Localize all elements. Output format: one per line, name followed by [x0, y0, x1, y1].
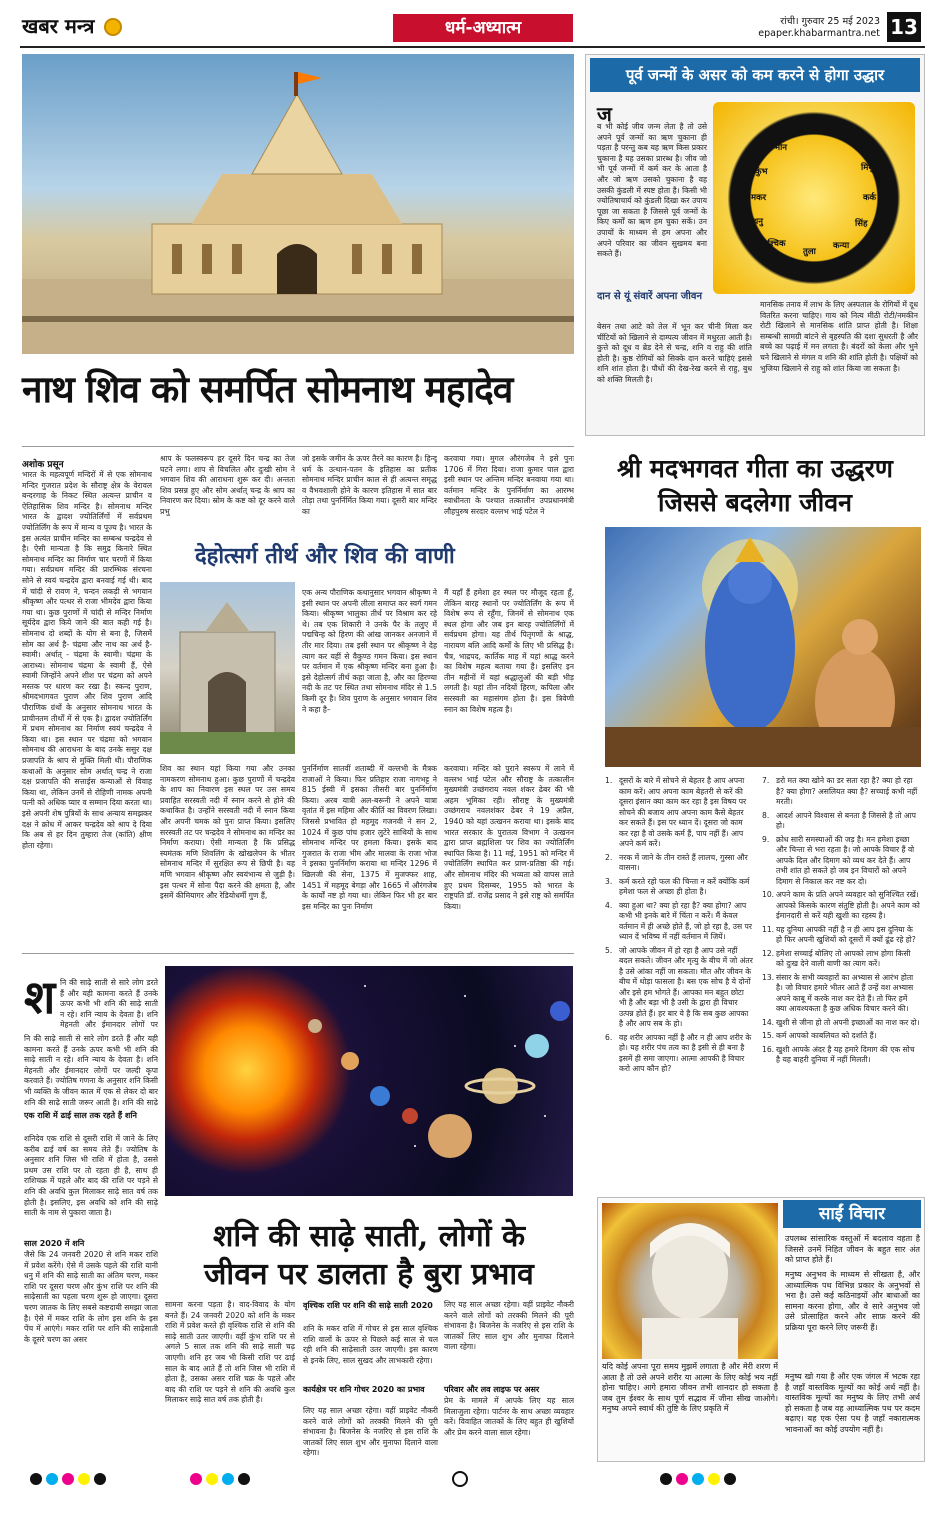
zodiac-label: मिथुन — [861, 163, 879, 173]
list-item: 3. कर्म करते रहो फल की चिन्ता न करें क्योंकि कर्म हमेशा फल से अच्छा ही होता है। — [605, 876, 750, 896]
shani-para-4: शनि के मकर राशि में गोचर से इस साल वृश्चिक राशि वालों के ऊपर से पिछले कई साल से चल रही शनि की साढ़ेसाती उतर जाएगी। इस कारण से इनके लिए, साल सुखद और लाभकारी रहेगा। — [303, 1324, 438, 1365]
headline-rule — [22, 446, 574, 447]
daan-list-left: बेसन तथा आटे को तेल में भून कर चीनी मिला कर चींटियों को खिलाने से दाम्पत्य जीवन में मधुरता आती है। कुत्ते को दूध व ब्रेड देने से चन्द्र, शनि व राहु की शांति होती है। कुष्ठ रोगियों को सिक्के दान करने चाहिएं इससे शनि शांत होता है। पौधों की देख-रेख करने से राहु, बुध को शक्ति मिलती है। — [597, 322, 752, 384]
header-rule — [20, 46, 925, 48]
zodiac-label: धनु — [753, 217, 763, 227]
dehotsarg-subhead: देहोत्सर्ग तीर्थ और शिव की वाणी — [195, 543, 455, 569]
shani-headline-line1: शनि की साढ़े साती, लोगों के — [213, 1219, 525, 1254]
sai-quote: यदि कोई अपना पूरा समय मुझमें लगाता है और मेरी शरण में आता है तो उसे अपने शरीर या आत्मा के लिए कोई भय नहीं होना चाहिए। आगे हमारा जीवन तभी शानदार हो सकता है जब तुम ईश्वर के साथ पूर्ण सद्भाव में जीना सीख जाओगे। मनुष्य अपने स्वार्थ की तुष्टि के लिए प्रकृति में — [602, 1362, 778, 1414]
page-number: 13 — [887, 12, 921, 42]
zodiac-label: कर्क — [863, 193, 877, 203]
sai-baba-image — [602, 1203, 778, 1359]
zodiac-label: तुला — [803, 247, 816, 257]
shani-para-3: सामना करना पड़ता है। वाद-विवाद के योग बनते हैं। 24 जनवरी 2020 को शनि के मकर राशि में प्रवेश करते ही वृश्चिक राशि से शनि की साढ़े साती उतर जाएगी। वहीं कुंभ राशि पर से अगले 5 साल तक शनि की साढ़े साती चढ़ जाएगी। शनि हर जब भी किसी राशि पर ढाई साल के बाद आते हैं तो शनि जिस भी राशि में होता है, उसका असर राशि चक्र के पहले और बाद की राशि पर पड़ने से शनि की अवधि कुल मिलाकर साढ़े सात वर्ष तक होती है। — [165, 1300, 295, 1405]
list-item: 8. आदर्श आपने विश्वास से बनता है जिससे है तो आप हो। — [762, 810, 916, 830]
shani-headline-line2: जीवन पर डालता है बुरा प्रभाव — [204, 1257, 534, 1292]
rebirth-title: पूर्व जन्मों के असर को कम करने से होगा उद्धार — [590, 58, 920, 92]
section-banner: धर्म-अध्यात्म — [393, 14, 573, 42]
shani-intro-top: नि की साढ़े साती से सारे लोग डरते हैं और यही कामना करते हैं उनके ऊपर कभी भी शनि की साढ़े साती न रहे। शनि न्याय के देवता है। शनि मेहनती और ईमानदार लोगों पर — [60, 978, 158, 1030]
dateline — [720, 16, 880, 40]
shani-head-5: परिवार और लव लाइफ पर असर — [444, 1385, 540, 1394]
zodiac-label: मेष — [809, 127, 819, 137]
zodiac-label: वृषभ — [853, 141, 869, 151]
rebirth-dropcap: ज — [597, 102, 612, 126]
site-url: epaper.khabarmantra.net — [758, 28, 880, 39]
dehotsarg-column-c: शिव का स्थान यहां किया गया और उनका नामकरण सोमनाथ हुआ। कुछ पुराणों में चन्द्रदेव के शाप का निवारण इस स्थल पर उस समय प्रवाहित सरस्वती नदी में स्नान करने से होने की कथाकित है। उन्होंने सरस्वती नदी में स्नान किया और अपनी चमक को पुनः प्राप्त किया। इसलिए सरस्वती तट पर चन्द्रदेव ने सोमनाथ का मन्दिर का निर्माण कराया। ऐसी मान्यता है कि प्रसिद्ध स्यमंतक मणि शिवलिंग के खोखलेपन के भीतर सोमनाथ मन्दिर में सुरक्षित रूप से छिपी है। यह मणि भगवान श्रीकृष्ण और स्वयंभान्य से जुड़ी है। इस पत्थर में सोना पैदा करने की क्षमता है, और इसमें कीमियागर और रेडियोधर्मी गुण हैं, — [160, 764, 295, 901]
zodiac-label: वृश्चिक — [763, 239, 786, 249]
list-item: 12. हमेशा सच्चाई बोलिए तो आपको लाभ होगा किसी को दुःख देने वाली वाणी का त्याग करें। — [762, 948, 911, 968]
issue-date: रांची। गुरुवार 25 मई 2023 — [780, 16, 880, 27]
dehotsarg-column-b: मैं यहाँ हैं हमेशा हर स्थल पर मौजूद रहता हूँ, लेकिन बारह स्थानों पर ज्योतिर्लिंग के रूप में विशेष रूप से रहूँगा, जिनमें से सोमनाथ एक स्थल होगा और जब इन बारह ज्योतिर्लिंगों में सर्वप्रथम होगा। यह तीर्थ पितृगणों के श्राद्ध, नारायण बलि आदि कर्मों के लिए भी प्रसिद्ध है। चैत्र, भाद्रपद, कार्तिक माह में यहां श्राद्ध करने का विशेष महत्व बताया गया है। इसलिए इन तीन महीनों में यहां श्रद्धालुओं की बड़ी भीड़ लगती है। यहां तीन नदियों हिरण, कपिला और सरस्वती का महासंगम होता है। इस त्रिवेणी स्नान का विशेष महत्व है। — [444, 588, 574, 714]
shani-head-3: वृश्चिक राशि पर शनि की साढ़े साती 2020 — [303, 1301, 433, 1310]
daan-list-right: मानसिक तनाव में लाभ के लिए अस्पताल के रोगियों में दूध वितरित करना चाहिए। गाय को नित्य मीठी रोटी/नमकीन रोटी खिलाने से मानसिक शांति प्राप्त होती है। शिक्षा सम्बन्धी सामग्री बांटने से बृहस्पति की दशा सुधरती है और बच्चे का पढ़ाई में मन लगता है। बंदरों को केला और भुने चने खिलाने से मंगल व शनि की शांति होती है। पक्षियों को भुजिया खिलाने से राहु को शांत किया जा सकता है। — [760, 300, 918, 373]
shani-head-4: कार्यक्षेत्र पर शनि गोचर 2020 का प्रभाव — [303, 1385, 425, 1394]
zodiac-label: सिंह — [855, 219, 868, 229]
sai-para-1: मनुष्य अनुभव के माध्यम से सीखता है, और आध्यात्मिक पथ विभिन्न प्रकार के अनुभवों से भरा है। उसे कई कठिनाइयों और बाधाओं का सामना करना होगा, और वे सारे अनुभव जो उसे प्रोत्साहित करने और साफ़ करने की प्रक्रिया पूरा करने लिए जरूरी हैं। — [785, 1270, 920, 1332]
dehotsarg-column-a: एक अन्य पौराणिक कथानुसार भगवान श्रीकृष्ण ने इसी स्थान पर अपनी लीला समाप्त कर स्वर्ग गमन किया। श्रीकृष्ण भालुका तीर्थ पर विश्राम कर रहे थे। तब एक शिकारी ने उनके पैर के तलुए में पद्मचिन्ह को हिरण की आंख जानकर अनजाने में तीर मार दिया। तब इसी स्थान पर श्रीकृष्ण ने देह त्याग कर यहीं से वैकुण्ठ गमन किया। इस स्थान पर वर्तमान में एक श्रीकृष्ण मन्दिर बना हुआ है। इसे देहोत्सर्ग तीर्थ कहा जाता है, और का हिरण्या नदी के तट पर स्थित तथा सोमनाथ मंदिर से 1.5 किमी दूर है। शिव पुराण के अनुसार भगवान शिव ने कहा है– — [302, 588, 437, 714]
byline: अशोक प्रसून — [22, 460, 64, 470]
zodiac-wheel-image — [713, 102, 915, 294]
somnath-column-4: करवाया गया। मुगल औरंगजेब ने इसे पुनः 1706 में गिरा दिया। राजा कुमार पाल द्वारा इसी स्थान पर अन्तिम मन्दिर बनवाया गया था। वर्तमान मन्दिर के पुनर्निर्माण का आरम्भ स्वाधीनता के पश्चात तत्कालीन उपप्रधानमंत्री लौहपुरुष सरदार वल्लभ भाई पटेल ने — [444, 454, 574, 516]
sai-intro: उपलब्ध सांसारिक वस्तुओं में बदलाव वहता है जिससे उनमें निहित जीवन के बहुत सार अंत को प्राप्त होते हैं। — [785, 1234, 920, 1265]
shani-head-2: साल 2020 में शनि — [24, 1239, 85, 1248]
somnath-column-2: श्राप के फलस्वरूप हर दूसरे दिन चन्द्र का तेज घटने लगा। शाप से विचलित और दुःखी सोम ने भगवान शिव की आराधना शुरू कर दी। अन्ततः शिव प्रसन्न हुए और सोम अर्थात् चन्द्र के श्राप का निवारण कर दिया। स्रोम के कष्ट को दूर करने वाले प्रभु — [160, 454, 295, 516]
sai-para-2: मनुष्य खो गया है और एक जंगल में भटक रहा है जहाँ वास्तविक मूल्यों का कोई अर्थ नहीं है। वास्तविक मूल्यों का मनुष्य के लिए तभी अर्थ हो सकता है जब वह आध्यात्मिक पथ पर कदम बढ़ाए। यह एक ऐसा पथ है जहाँ नकारात्मक भावनाओं का कोई उपयोग नहीं है। — [785, 1372, 920, 1434]
list-item: 13. संसार के सभी व्यवहारों का अभ्यास से आरंभ होता है। जो विचार हमारे भीतर आते हैं उन्हें वश अभ्यास अपने काबू में करके नाश कर देते हैं। तो फिर हमें क्या आवश्यकता है कुछ अधिक विचार करने की। — [762, 972, 914, 1013]
list-item: 15. कर्म आपको काबलियत को दर्शाते हैं। — [762, 1031, 877, 1040]
registration-marks-mid — [190, 1473, 250, 1485]
gita-list-left — [605, 776, 753, 1186]
somnath-column-3: जो इसके जमीन के ऊपर तैरने का कारण है। हिन्दू धर्म के उत्थान-पतन के इतिहास का प्रतीक सोमनाथ मन्दिर प्राचीन काल से ही अत्यन्त समृद्ध व वैभवशाली होने के कारण इतिहास में सात बार तोड़ा तथा पुनर्निर्मित किया गया। दूसरी बार मन्दिर का — [302, 454, 437, 516]
tirth-gate-photo — [160, 582, 295, 754]
gita-headline-line2: जिससे बदलेगा जीवन — [657, 488, 853, 517]
list-item: 16. खुशी आपके अंदर है यह हमारे दिमाग की एक सोच है यह बाहरी दुनिया में नहीं मिलती। — [762, 1044, 915, 1064]
zodiac-label: कुंभ — [755, 167, 768, 177]
zodiac-label: मीन — [775, 143, 788, 153]
krishna-arjun-image — [605, 527, 921, 767]
zodiac-label: कन्या — [833, 241, 850, 251]
dehotsarg-column-e: करवाया। मन्दिर को पुराने स्वरूप में लाने में वल्लभ भाई पटेल और सौराष्ट्र के तत्कालीन मुख्यमंत्री उच्छंगराय नवल शंकर ढेबर की भी अहम भूमिका रही। सौराष्ट्र के मुख्यमंत्री उच्छंगराय नवलशंकर ढेबर ने 19 अप्रैल, 1940 को यहां उत्खनन कराया था। इसके बाद भारत सरकार के पुरातत्व विभाग ने उत्खनन द्वारा प्राप्त ब्रह्मशिला पर शिव का ज्योतिर्लिंग स्थापित किया है। 11 मई, 1951 को मन्दिर में ज्योतिर्लिंग स्थापित कर प्राण-प्रतिष्ठा की गई। और सोमनाथ मंदिर की भव्यता को वापस लाते हुए प्रथम दिसम्बर, 1955 को भारत के राष्ट्रपति डॉ. राजेंद्र प्रसाद ने इसे राष्ट्र को समर्पित किया। — [444, 764, 574, 911]
dehotsarg-column-d: पुनर्निर्माण सातवीं शताब्दी में वल्लभी के मैत्रक राजाओं ने किया। फिर प्रतिहार राजा नागभट्ट ने 815 ईस्वी में इसका तीसरी बार पुनर्निर्माण किया। अरब यात्री अल-बरूनी ने अपने यात्रा वृतांत में इस महिमा और कीर्ति का विवरण लिखा। जिससे प्रभावित हो महमूद गजनवी ने सन 2, 1024 में कुछ पांच हजार लुटेरे साथियों के साथ सोमनाथ मन्दिर पर हमला किया। इसके बाद गुजरात के राजा भीम और मालवा के राजा भोज ने इसका पुनर्निर्माण कराया था मन्दिर 1296 में खिलजी की सेना, 1375 में मुजफ्फर शाह, 1451 में महमूद बेगड़ा और 1665 में औरंगजेब के कार्यों नष्ट हो गया था। लेकिन फिर भी हर बार इस मन्दिर का पुनः निर्माण — [302, 764, 437, 911]
registration-marks-right — [660, 1473, 736, 1485]
somnath-headline: नाथ शिव को समर्पित सोमनाथ महादेव — [22, 367, 513, 411]
daan-subhead: दान से यूं संवारें अपना जीवन — [597, 291, 702, 302]
crosshair-icon — [452, 1471, 468, 1487]
zodiac-label: मकर — [751, 193, 767, 203]
gita-list-right — [762, 776, 920, 1186]
list-item: 5. जो आपके जीवन में हो रहा है आप उसे नहीं बदल सकते। जीवन और मृत्यु के बीच में जो अंतर है उसे आंका नहीं जा सकता। मौत और जीवन के बीच में थोड़ा फासला है। बस एक सोच है ये दोनों और इसे हम भोगते हैं। आपका मन बहुत छोटा भी है और बड़ा भी है उसी के द्वारा ही विचार उत्पन्न होते हैं। हर बार ये है कि सब कुछ आपका है और आप सब के हो। — [605, 945, 753, 1028]
list-item: 11. यह दुनिया आपकी नहीं है न ही आप इस दुनिया के हो फिर अपनी खुशियों को दूसरों में क्यों ढूंढ रहे हो? — [762, 924, 916, 944]
logo-icon — [104, 18, 122, 36]
somnath-column-1: भारत के महत्वपूर्ण मन्दिरों में से एक सोमनाथ मन्दिर गुजरात प्रदेश के सौराष्ट्र क्षेत्र के वेरावल बन्दरगाह के निकट स्थित अत्यन्त प्राचीन व ऐतिहासिक शिव मन्दिर है। सोमनाथ मन्दिर भारत के द्वादश ज्योतिर्लिंगों में सर्वप्रथम ज्योतिर्लिंग के रूप में मान्य व पूज्य है। भारत के इस अत्यंत प्राचीन मन्दिर का सम्बन्ध चन्द्रदेव से है। ऐसी मान्यता है कि समुद्र किनारे स्थित सोमनाथ मन्दिर का निर्माण चार चरणों में किया गया। सर्वप्रथम मन्दिर की प्रारम्भिक संरचना सोने से स्वयं चन्द्रदेव द्वारा बनवाई गई थी। बाद में चांदी से रावण ने, चन्दन लकड़ी से भगवान श्रीकृष्ण और पत्थर से राजा भीमदेव द्वारा किया गया था। कुछ पुराणों में चांदी से मन्दिर निर्माण सूर्यदेव द्वारा किये जाने की बात कही गई है। सोमनाथ दो शब्दों के योग से बना है, जिसमें सोम का अर्थ है- चंद्रमा और नाथ का अर्थ है- स्वामी। अर्थात् - चंद्रमा के स्वामी। चंद्रमा के आराध्य। सोमनाथ चंद्रमा के स्वामी हैं, ऐसे स्वामी जिन्होंने अपने शीश पर चंद्रमा को अपने मस्तक पर धारण कर रखा है। स्कन्द पुराण, श्रीमदभागवत पुराण और शिव पुराण आदि पौराणिक ग्रंथों के अनुसार सोमनाथ भारत के प्राचीनतम तीर्थों में से एक है। द्वादश ज्योतिर्लिंग में प्रथम सोमनाथ का निर्माण स्वयं चन्द्रदेव ने किया था। इस स्थान पर चंद्रमा को भगवान सोमनाथ की आराधना के बाद उनके ससुर दक्ष प्रजापति के श्राप से मुक्ति मिली थी। पौराणिक कथाओं के अनुसार सोम अर्थात् चन्द्र ने राजा दक्ष प्रजापति की सत्ताईस कन्याओं से विवाह किया था, लेकिन उनमें से रोहिणी नामक अपनी पत्नी को अधिक प्यार व सम्मान दिया करता था। इसे अपनी शेष पुत्रियों के साथ अन्याय समझकर दक्ष ने क्रोध में आकर चन्द्रदेव को श्राप दे दिया कि अब से हर दिन तुम्हारा तेज (कांति) क्षीण होता रहेगा। — [22, 470, 152, 850]
shani-para-5: लिए यह साल अच्छा रहेगा। वहीं प्राइवेट नौकरी करने वाले लोगों को तरक्की मिलने की पूरी संभावना है। बिजनेस के नजरिए से इस राशि के जातकों लिए साल शुभ और मुनाफा दिलाने वाला रहेगा। — [303, 1406, 438, 1458]
shani-head-1: एक राशि में ढाई साल तक रहते हैं शनि — [24, 1111, 137, 1120]
registration-marks-left — [30, 1473, 106, 1485]
list-item: 1. दूसरों के बारे में सोचने से बेहतर है आप अपना काम करें। आप अपना काम बेहतरी से करें की दूसरा इंसान क्या काम कर रहा है इस विषय पर सोचने की बजाय आप अपना काम कैसे बेहतर कर सकते हैं। इस पर ध्यान दें। दूसरा जो काम कर रहा है वो उसके कर्म हैं, पाप नहीं हैं। आप अपने कर्म करें। — [605, 776, 747, 848]
shani-para-1: शनिदेव एक राशि से दूसरी राशि में जाने के लिए करीब ढाई वर्ष का समय लेते हैं। ज्योतिष के अनुसार शनि जिस भी राशि में होता है, उससे प्रथम उस राशि पर तो रहता ही है, साथ ही राशिचक्र में पहले और बाद की राशि पर पड़ने से शनि की अवधि कुल मिलाकर साढ़े सात वर्ष तक होती है। इसलिए, इस अवधि को शनि की साढ़े साती के नाम से पुकारा जाता है। — [24, 1134, 158, 1218]
gita-headline — [585, 452, 925, 520]
rebirth-body: ब भी कोई जीव जन्म लेता है तो उसे अपने पूर्व जन्मों का ऋण चुकाना ही पड़ता है परन्तु कब यह ऋण किस प्रकार चुकाना है यह उसका प्रारब्ध है। जीव जो भी पूर्व जन्मों में कर्म कर के आता है और जो ऋण उसको चुकाना है वह उसकी कुंडली में स्पष्ट होता है। किसी भी ज्योतिषाचार्य को कुंडली दिखा कर उपाय पूछा जा सकता है जिससे पूर्व जन्मों के किए कर्मों का ऋण हम चुका सकें। उन उपायों के माध्यम से हम अपना और अपने परिवार का जीवन सुखमय बना सकते हैं। — [597, 122, 707, 259]
list-item: 10. अपने काम के प्रति अपने व्यवहार को सुनिश्चित रखें। आपको किसके कारण संतुष्टि होती है। अपने काम को ईमानदारी से करें यही खुशी का रहस्य है। — [762, 890, 920, 920]
gita-headline-line1: श्री मदभगवत गीता का उद्धरण — [617, 454, 893, 483]
list-item: 14. खुशी से जीना हो तो अपनी इच्छाओं का नाश कर दो। — [762, 1017, 920, 1027]
story-divider — [22, 953, 574, 954]
shani-para-2: जैसे कि 24 जनवरी 2020 से शनि मकर राशि में प्रवेश करेंगे। ऐसे में उसके पहले की राशि यानी धनु में शनि की साढ़े साती का अंतिम चरण, मकर राशि पर दूसरा चरण और कुंभ राशि पर शनि की साढ़ेसाती का पहला चरण शुरू हो जाएगा। दूसरा चरण जातक के लिए सबसे कष्टदायी समझा जाता है। ऐसे में मकर राशि के लोग इस शनि के इस पेंच में आएंगे। मकर राशि पर शनि की साढ़ेसाती के दूसरे चरण का असर — [24, 1250, 158, 1344]
list-item: 6. वह शरीर आपका नहीं है और न ही आप शरीर के हो। यह शरीर पंच तत्व का है इसी से ही बना है इसमें ही समा जाएगा। आत्मा आपकी है विचार करो आप कौन हो? — [605, 1032, 752, 1073]
masthead: खबर मन्त्र — [22, 14, 95, 38]
planets-image — [165, 966, 573, 1196]
list-item: 7. डरो मत क्या खोने का डर सता रहा है? क्या हो रहा है? क्या होगा? असलियत क्या है? सच्चाई कभी नहीं मरती। — [762, 776, 918, 806]
shani-intro: नि की साढ़े साती से सारे लोग डरते हैं और यही कामना करते हैं उनके ऊपर कभी भी शनि की साढ़े साती न रहे। शनि न्याय के देवता है। शनि मेहनती और ईमानदार लोगों पर जल्दी कृपा करवाते हैं। ज्योतिष गणना के अनुसार शनि किसी भी व्यक्ति के जीवन काल में एक से लेकर दो बार शनि की साढ़े साती जरूर आती है। शनि की साढ़े — [24, 1034, 158, 1106]
sai-title: साईं विचार — [783, 1200, 921, 1228]
list-item: 4. क्या हुआ था? क्या हो रहा है? क्या होगा? आप कभी भी इनके बारे में चिंता न करें। मैं केवल वर्तमान में ही अच्छे होते हैं, जो हो रहा है, उस पर ध्यान दें भविष्य में नहीं वर्तमान में जियें। — [605, 900, 752, 941]
shani-dropcap: श — [24, 970, 56, 1024]
shani-para-6: प्रेम के मामले में आपके लिए यह साल मिलाजुला रहेगा। पार्टनर के साथ अच्छा व्यवहार करें। विवाहित जातकों के लिए बहुत ही खुशियों और प्रेम करने वाला साल रहेगा। — [444, 1396, 574, 1437]
shani-para-5b: लिए यह साल अच्छा रहेगा। वहीं प्राइवेट नौकरी करने वाले लोगों को तरक्की मिलने की पूरी संभावना है। बिजनेस के नजरिए से इस राशि के जातकों लिए साल शुभ और मुनाफा दिलाने वाला रहेगा। — [444, 1300, 574, 1352]
list-item: 9. क्रोध सारी समस्याओं की जड़ है। मन हमेशा इच्छा और चिन्ता से भरा रहता है। जो आपके विचार हैं वो आपके दिल और दिमाग को व्यथ कर देते हैं। आप तभी शांत हो सकते हो जब इन विचारों को अपने दिमाग से निकाल कर नष्ट कर दो। — [762, 834, 915, 886]
shani-headline — [165, 1218, 573, 1294]
somnath-temple-photo — [22, 54, 574, 354]
list-item: 2. नरक में जाने के तीन रास्ते हैं लालच, गुस्सा और वासना। — [605, 852, 748, 872]
